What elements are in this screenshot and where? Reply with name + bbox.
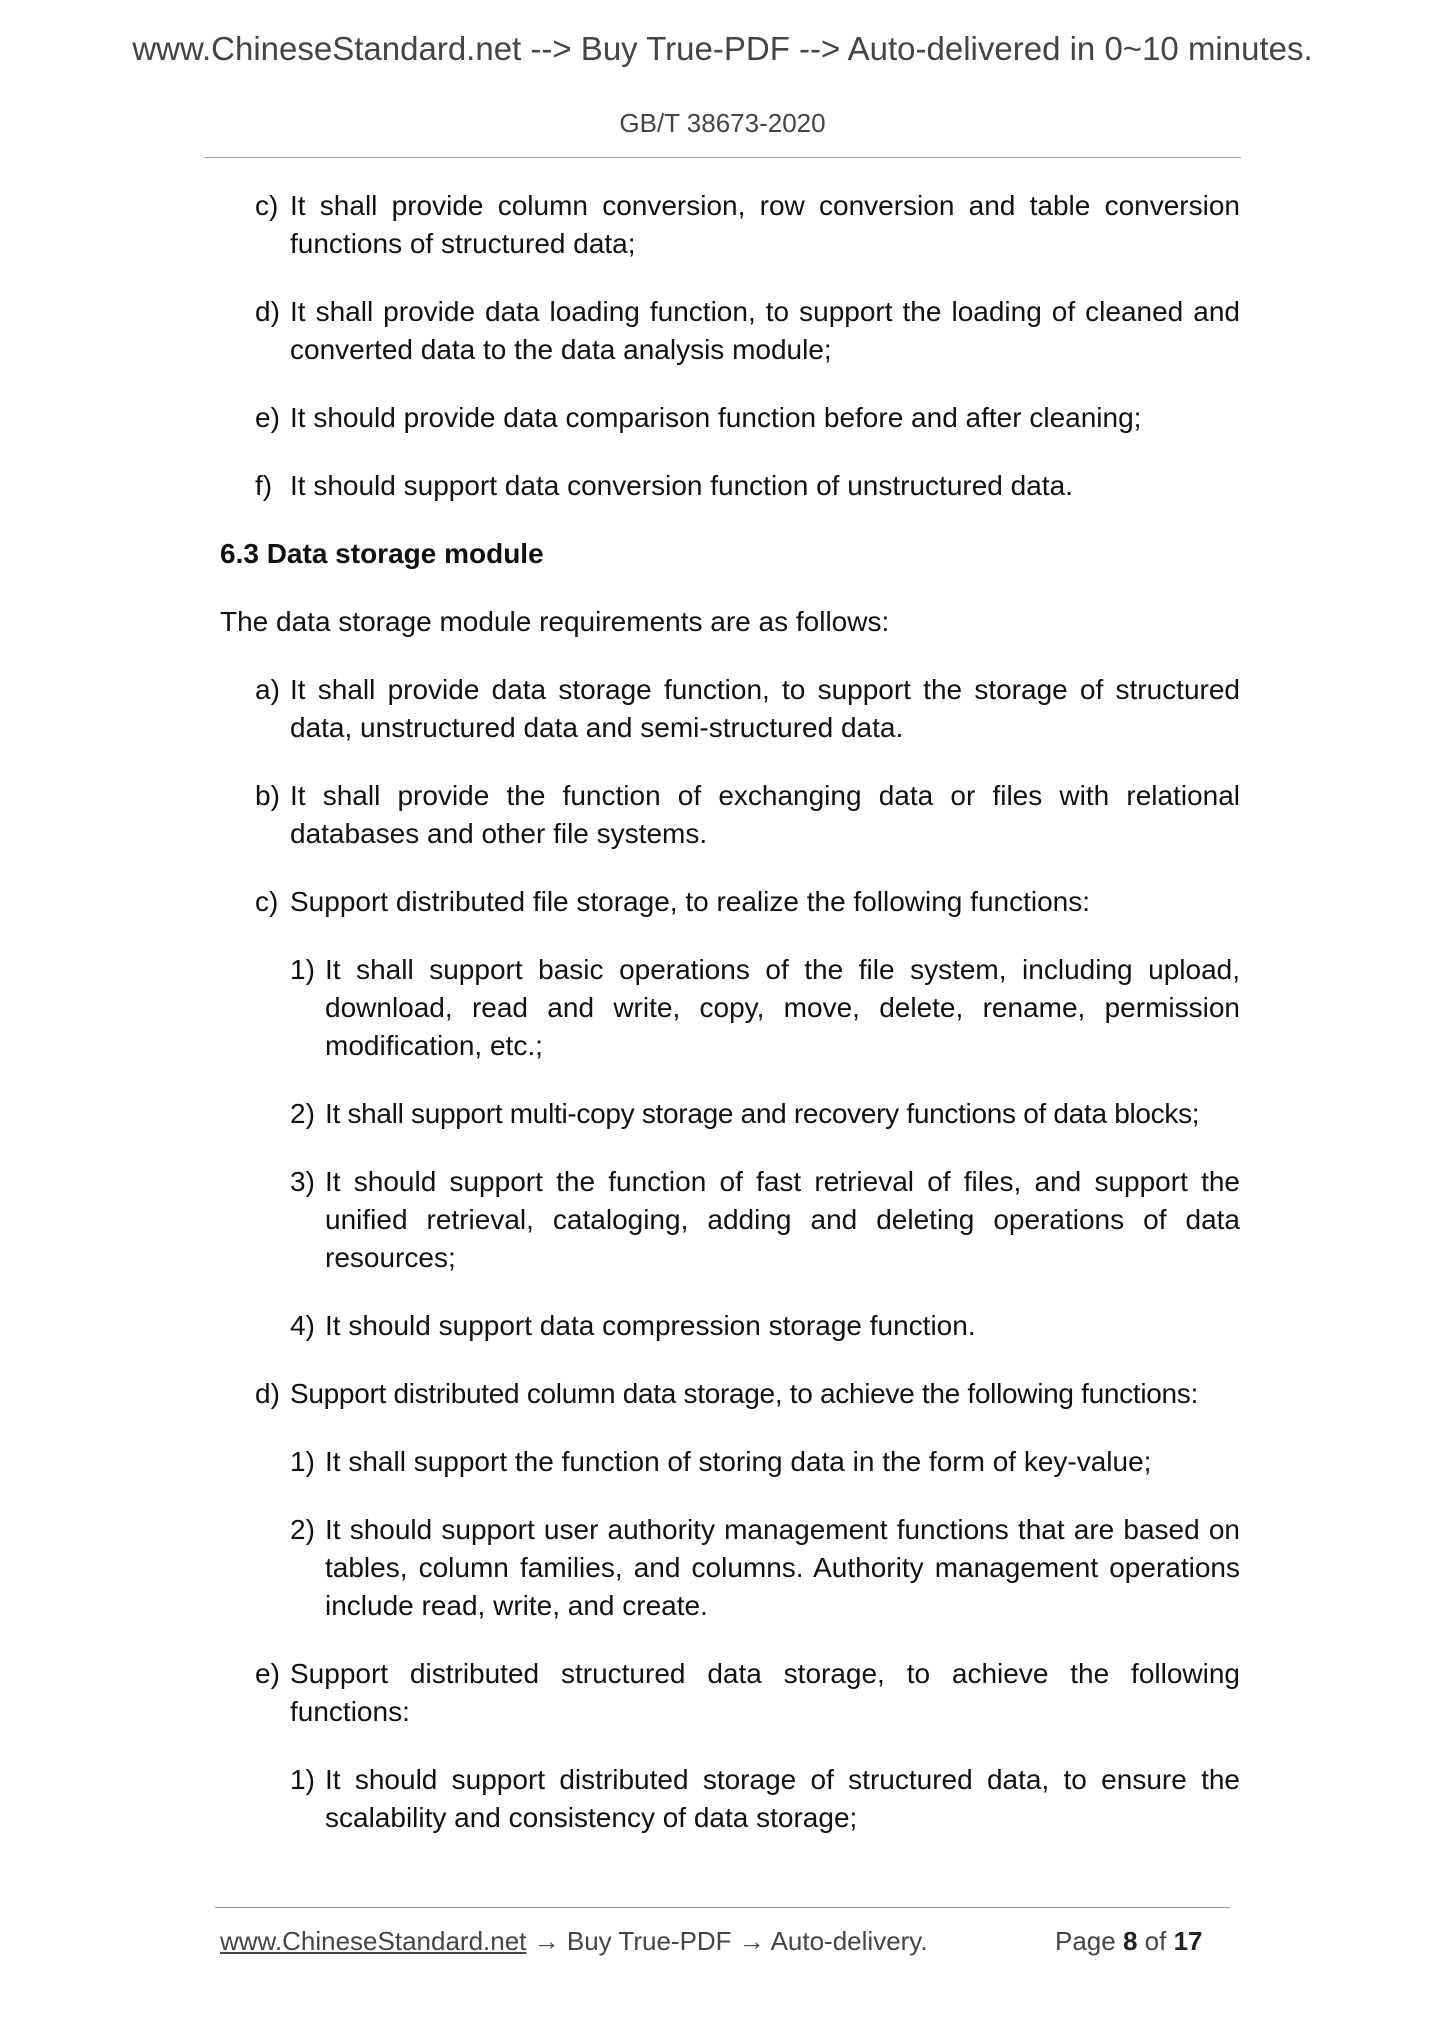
list-item-c-file-storage xyxy=(220,883,1240,921)
item-marker: 3) xyxy=(290,1166,315,1197)
list-item-f-unstructured xyxy=(220,467,1240,505)
item-marker: a) xyxy=(255,674,280,705)
item-marker: 4) xyxy=(290,1310,315,1341)
item-text: It shall support the function of storing data in the form of key-value; xyxy=(325,1446,1152,1477)
section-intro: The data storage module requirements are as follows: xyxy=(220,606,890,637)
top-banner: www.ChineseStandard.net --> Buy True-PDF --> Auto-delivered in 0~10 minutes. xyxy=(132,30,1313,67)
item-marker: 2) xyxy=(290,1098,315,1129)
page-label: Page xyxy=(1055,1926,1116,1956)
item-marker: e) xyxy=(255,1658,280,1689)
sub-item-c1 xyxy=(220,951,1240,1065)
list-item-b-exchange xyxy=(220,777,1240,853)
item-text: It shall support basic operations of the file system, including upload, download, read and write, copy, move, delete, rename, permission modification, etc.; xyxy=(325,954,1240,1061)
item-text: It should support data compression storage function. xyxy=(325,1310,976,1341)
page-indicator xyxy=(1055,1926,1203,1957)
item-text: It should support data conversion function of unstructured data. xyxy=(290,470,1073,501)
footer-tagline: → Buy True-PDF → Auto-delivery. xyxy=(526,1926,928,1956)
item-text: It shall provide data loading function, to support the loading of cleaned and converted data to the data analysis module; xyxy=(290,296,1240,365)
footer-divider xyxy=(215,1907,1230,1908)
list-item-e-structured-storage xyxy=(220,1655,1240,1731)
sub-item-d2 xyxy=(220,1511,1240,1625)
list-item-d-loading xyxy=(220,293,1240,369)
item-marker: f) xyxy=(255,470,273,501)
website-link[interactable]: www.ChineseStandard.net xyxy=(220,1926,527,1956)
page-content xyxy=(220,187,1240,1837)
item-marker: c) xyxy=(255,886,279,917)
list-item-e-comparison xyxy=(220,399,1240,437)
sub-item-c4 xyxy=(220,1307,1240,1345)
item-text: It shall provide the function of exchanging data or files with relational databases and other file systems. xyxy=(290,780,1240,849)
document-code: GB/T 38673-2020 xyxy=(619,108,826,138)
list-item-a-storage xyxy=(220,671,1240,747)
item-marker: d) xyxy=(255,1378,280,1409)
item-text: It should support the function of fast retrieval of files, and support the unified retrieval, cataloging, adding and deleting operations of data resources; xyxy=(325,1166,1240,1273)
item-text: It should provide data comparison function before and after cleaning; xyxy=(290,402,1142,433)
item-marker: 2) xyxy=(290,1514,315,1545)
item-marker: d) xyxy=(255,296,280,327)
item-marker: b) xyxy=(255,780,280,811)
item-marker: c) xyxy=(255,190,279,221)
sub-item-c2 xyxy=(220,1095,1240,1133)
item-text: It shall provide data storage function, to support the storage of structured data, unstructured data and semi-structured data. xyxy=(290,674,1240,743)
item-text: It shall support multi-copy storage and recovery functions of data blocks; xyxy=(325,1098,1200,1129)
sub-item-d1 xyxy=(220,1443,1240,1481)
item-text: It should support user authority management functions that are based on tables, column families, and columns. Authority management operations include read, write, and create. xyxy=(325,1514,1240,1621)
page-number: 8 xyxy=(1122,1926,1138,1956)
item-marker: e) xyxy=(255,402,280,433)
item-marker: 1) xyxy=(290,954,315,985)
item-text: It should support distributed storage of structured data, to ensure the scalability and consistency of data storage; xyxy=(325,1764,1240,1833)
item-marker: 1) xyxy=(290,1764,315,1795)
item-text: It shall provide column conversion, row conversion and table conversion functions of structured data; xyxy=(290,190,1240,259)
item-text: Support distributed file storage, to realize the following functions: xyxy=(290,886,1091,917)
page-total: 17 xyxy=(1173,1926,1203,1956)
of-label: of xyxy=(1144,1926,1167,1956)
section-heading: 6.3 Data storage module xyxy=(220,538,544,569)
item-marker: 1) xyxy=(290,1446,315,1477)
sub-item-c3 xyxy=(220,1163,1240,1277)
item-text: Support distributed structured data storage, to achieve the following functions: xyxy=(290,1658,1240,1727)
footer-link-area xyxy=(220,1926,928,1957)
sub-item-e1 xyxy=(220,1761,1240,1837)
item-text: Support distributed column data storage, to achieve the following functions: xyxy=(290,1378,1198,1409)
list-item-c-conversion xyxy=(220,187,1240,263)
list-item-d-column-storage xyxy=(220,1375,1240,1413)
header-divider xyxy=(205,157,1241,158)
